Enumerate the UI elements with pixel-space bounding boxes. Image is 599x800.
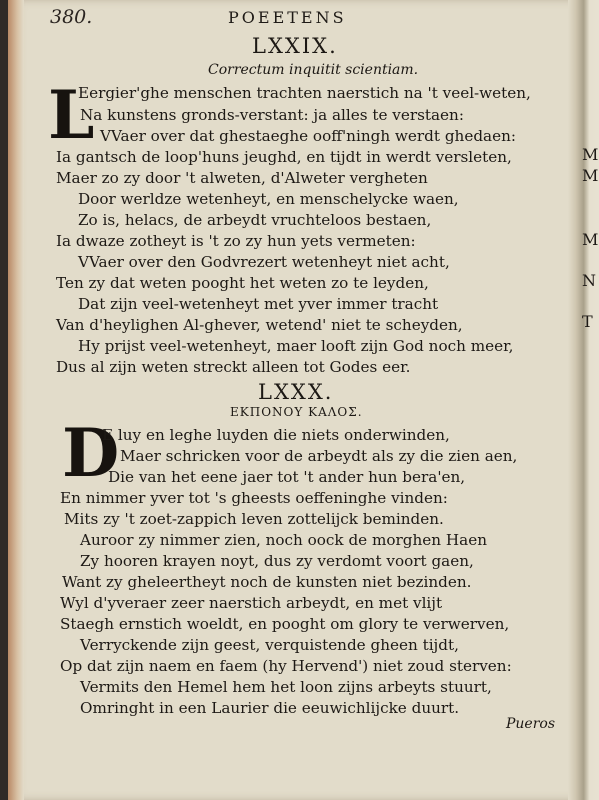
verse-line: Maer zo zy door 't alweten, d'Alweter vergheten <box>56 169 428 187</box>
catchword: Pueros <box>506 716 556 732</box>
verse-line: Ia gantsch de loop'huns jeughd, en tijdt in werdt versleten, <box>56 148 512 166</box>
drop-cap: L <box>48 76 95 154</box>
section-motto: Correctum inquitit scientiam. <box>208 62 419 78</box>
section-numeral: LXXX. <box>258 380 334 404</box>
verse-line: Want zy gheleertheyt noch de kunsten niet bezinden. <box>62 573 472 591</box>
verse-line: VVaer over den Godvrezert wetenheyt niet acht, <box>78 253 450 271</box>
verse-line: Die van het eene jaer tot 't ander hun bera'en, <box>108 468 466 486</box>
facing-page-fragment: M <box>582 230 599 249</box>
verse-line: Zo is, helacs, de arbeydt vruchteloos bestaen, <box>78 211 432 229</box>
verse-line: Mits zy 't zoet-zappich leven zottelijck beminden. <box>64 510 444 528</box>
verse-line: Eergier'ghe menschen trachten naerstich na 't veel-weten, <box>78 84 531 102</box>
facing-page-fragment: M <box>582 166 599 185</box>
verse-line: Ia dwaze zotheyt is 't zo zy hun yets vermeten: <box>56 232 416 250</box>
verse-line: Zy hooren krayen noyt, dus zy verdomt voort gaen, <box>80 552 474 570</box>
running-head: POEETENS <box>228 8 347 27</box>
verse-line: Van d'heylighen Al-ghever, wetend' niet te scheyden, <box>56 316 463 334</box>
verse-line: Omringht in een Laurier die eeuwichlijcke duurt. <box>80 699 460 717</box>
book-page <box>8 0 586 800</box>
page-header <box>8 4 568 28</box>
section-numeral: LXXIX. <box>252 34 338 58</box>
verse-line: VVaer over dat ghestaeghe ooff'ningh werdt ghedaen: <box>100 127 516 145</box>
verse-line: Verryckende zijn geest, verquistende gheen tijdt, <box>80 636 459 654</box>
page-edge <box>8 0 24 800</box>
verse-line: Vermits den Hemel hem het loon zijns arbeyts stuurt, <box>80 678 492 696</box>
verse-line: En nimmer yver tot 's gheests oeffeninghe vinden: <box>60 489 448 507</box>
drop-cap: D <box>62 414 120 492</box>
section-motto: ΕΚΠΟΝΟΥ ΚΑΛΟΣ. <box>230 405 363 419</box>
verse-line: Maer schricken voor de arbeydt als zy die zien aen, <box>120 447 518 465</box>
verse-line: Door werldze wetenheyt, en menschelycke waen, <box>78 190 459 208</box>
verse-line: Dus al zijn weten streckt alleen tot Godes eer. <box>56 358 411 376</box>
facing-page-edge <box>578 0 599 800</box>
facing-page-fragment: N <box>582 271 596 290</box>
verse-line: Hy prijst veel-wetenheyt, maer looft zijn God noch meer, <box>78 337 514 355</box>
verse-line: E luy en leghe luyden die niets onderwinden, <box>102 426 450 444</box>
verse-line: Ten zy dat weten pooght het weten zo te leyden, <box>56 274 429 292</box>
facing-page-fragment: M <box>582 145 599 164</box>
facing-page-fragment: T <box>582 312 593 331</box>
verse-line: Auroor zy nimmer zien, noch oock de morghen Haen <box>80 531 487 549</box>
verse-line: Op dat zijn naem en faem (hy Hervend') niet zoud sterven: <box>60 657 512 675</box>
verse-line: Wyl d'yveraer zeer naerstich arbeydt, en met vlijt <box>60 594 443 612</box>
page-number: 380. <box>50 6 93 28</box>
verse-line: Dat zijn veel-wetenheyt met yver immer tracht <box>78 295 439 313</box>
verse-line: Na kunstens gronds-verstant: ja alles te verstaen: <box>80 106 464 124</box>
verse-line: Staegh ernstich woeldt, en pooght om glory te verwerven, <box>60 615 510 633</box>
